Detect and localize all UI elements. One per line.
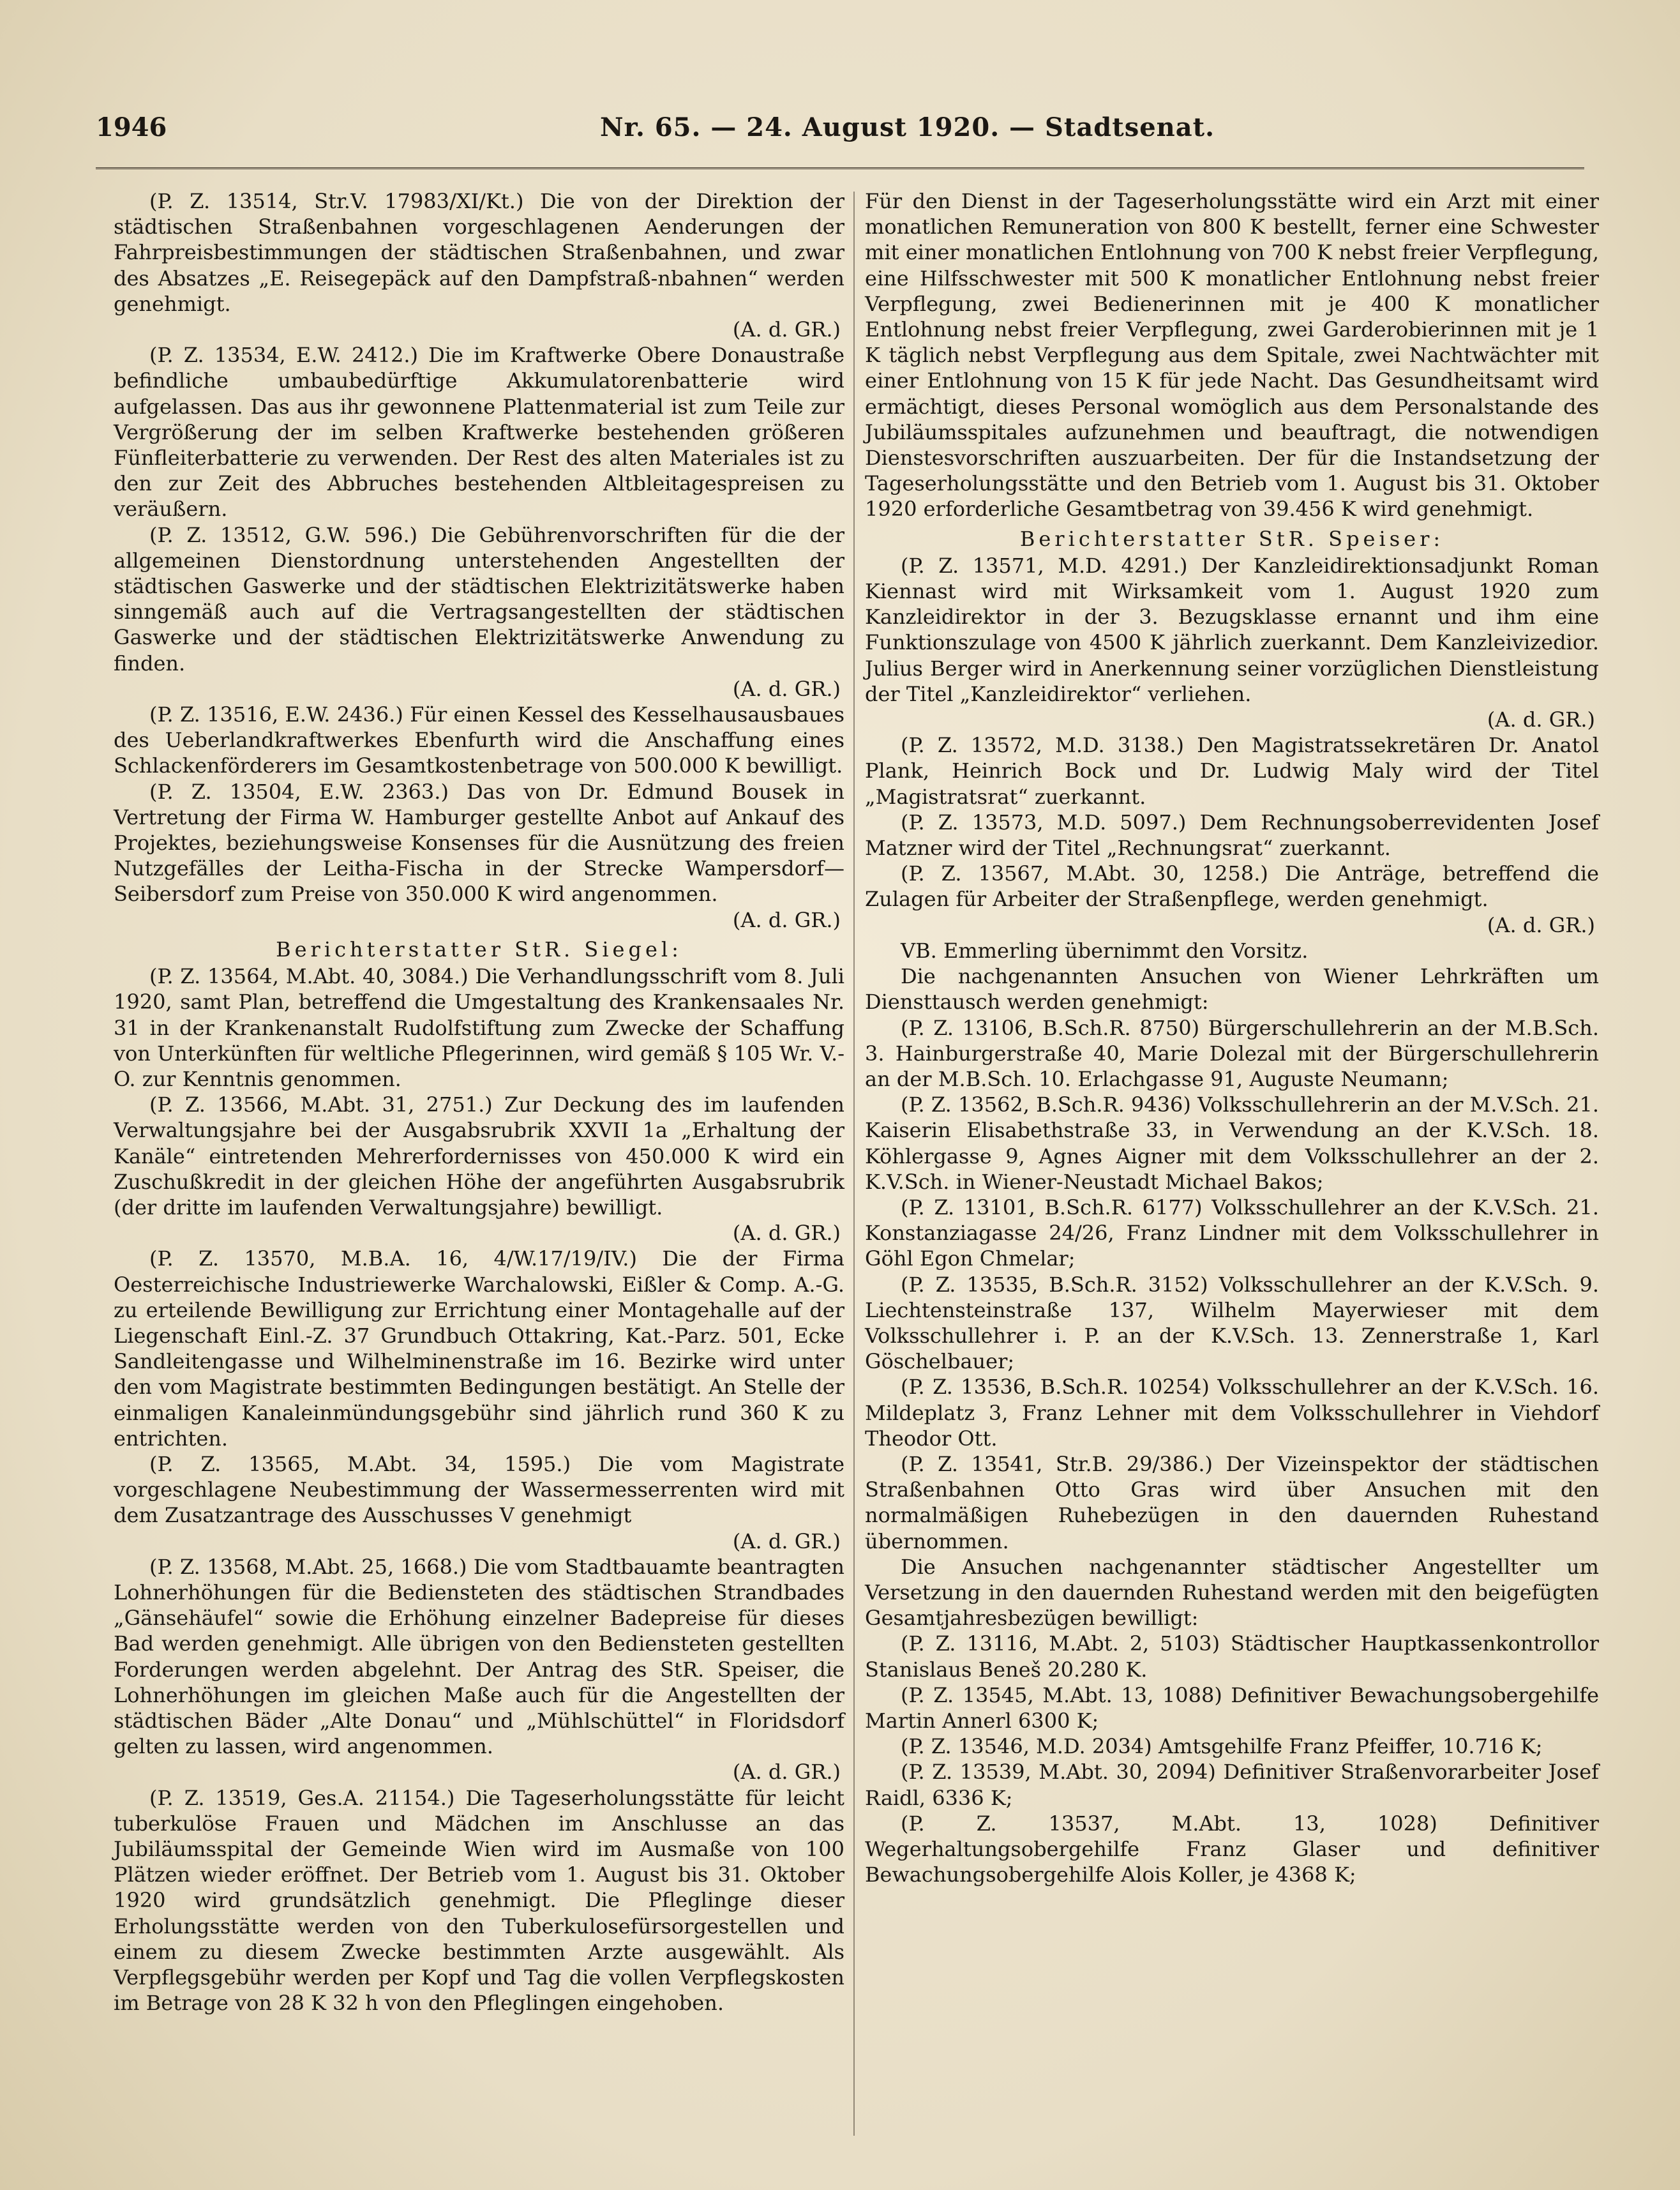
resolution-paragraph: (P. Z. 13116, M.Abt. 2, 5103) Städtischer Hauptkassenkontrollor Stanislaus Beneš 20.280 K.: [865, 1631, 1599, 1682]
resolution-paragraph: (P. Z. 13516, E.W. 2436.) Für einen Kessel des Kesselhausausbaues des Ueberlandkraftwerkes Ebenfurth wird die Anschaffung eines Schlackenförderers im Gesamtkostenbetrage von 500.000 K bewilligt.: [114, 702, 844, 778]
resolution-paragraph: (P. Z. 13106, B.Sch.R. 8750) Bürgerschullehrerin an der M.B.Sch. 3. Hainburgerstraße 40, Marie Dolezal mit der Bürgerschullehrerin an der M.B.Sch. 10. Erlachgasse 91, Auguste Neumann;: [865, 1015, 1599, 1091]
council-reference: (A. d. GR.): [732, 1760, 841, 1785]
resolution-paragraph: (P. Z. 13512, G.W. 596.) Die Gebührenvorschriften für die der allgemeinen Dienstordnung unterstehenden Angestellten der städtischen Gaswerke und der städtischen Elektrizitätswerke haben sinngemäß auch auf die Vertragsangestellten der städtischen Gaswerke und der städtischen Elektrizitätswerke Anwendung zu finden.: [114, 522, 844, 676]
council-reference: (A. d. GR.): [1487, 912, 1595, 937]
right-column: [865, 188, 1599, 1887]
council-reference: (A. d. GR.): [732, 907, 841, 932]
resolution-paragraph: VB. Emmerling übernimmt den Vorsitz.: [901, 938, 1309, 963]
page-number: 1946: [96, 112, 167, 142]
column-divider: [853, 192, 855, 2136]
council-reference: (A. d. GR.): [732, 1221, 841, 1246]
resolution-paragraph: (P. Z. 13535, B.Sch.R. 3152) Volksschullehrer an der K.V.Sch. 9. Liechtensteinstraße 137, Wilhelm Mayerwieser mit dem Volksschullehrer i. P. an der K.V.Sch. 13. Zennerstraße 1, Karl Göschelbauer;: [865, 1272, 1599, 1374]
resolution-paragraph: (P. Z. 13566, M.Abt. 31, 2751.) Zur Deckung des im laufenden Verwaltungsjahre bei der Ausgabsrubrik XXVII 1a „Erhaltung der Kanäle“ eintretenden Mehrerfordernisses von 450.000 K wird ein Zuschußkredit in der gleichen Höhe der angeführten Ausgabsrubrik (der dritte im laufenden Verwaltungsjahre) bewilligt.: [114, 1092, 844, 1220]
resolution-paragraph: (P. Z. 13546, M.D. 2034) Amtsgehilfe Franz Pfeiffer, 10.716 K;: [901, 1734, 1543, 1759]
resolution-paragraph: (P. Z. 13570, M.B.A. 16, 4/W.17/19/IV.) Die der Firma Oesterreichische Industriewerke Warchalowski, Eißler & Comp. A.-G. zu erteilende Bewilligung zur Errichtung einer Montagehalle auf der Liegenschaft Einl.-Z. 37 Grundbuch Ottakring, Kat.-Parz. 501, Ecke Sandleitengasse und Wilhelminenstraße im 16. Bezirke wird unter den vom Magistrate bestimmten Bedingungen bestätigt. An Stelle der einmaligen Kanaleinmündungsgebühr sind jährlich rund 360 K zu entrichten.: [114, 1246, 844, 1451]
council-reference: (A. d. GR.): [732, 676, 841, 701]
resolution-paragraph: (P. Z. 13537, M.Abt. 13, 1028) Definitiver Wegerhaltungsobergehilfe Franz Glaser und definitiver Bewachungsobergehilfe Alois Koller, je 4368 K;: [865, 1811, 1599, 1887]
resolution-paragraph: (P. Z. 13541, Str.B. 29/386.) Der Vizeinspektor der städtischen Straßenbahnen Otto Gras wird über Ansuchen mit den normalmäßigen Ruhebezügen in den dauernden Ruhestand übernommen.: [865, 1451, 1599, 1553]
left-column: [114, 188, 844, 2016]
council-reference: (A. d. GR.): [732, 317, 841, 342]
resolution-paragraph: (P. Z. 13539, M.Abt. 30, 2094) Definitiver Straßenvorarbeiter Josef Raidl, 6336 K;: [865, 1760, 1599, 1810]
resolution-paragraph: (P. Z. 13567, M.Abt. 30, 1258.) Die Anträge, betreffend die Zulagen für Arbeiter der Straßenpflege, werden genehmigt.: [865, 861, 1599, 912]
resolution-paragraph: Für den Dienst in der Tageserholungsstätte wird ein Arzt mit einer monatlichen Remuneration von 800 K bestellt, ferner eine Schwester mit einer monatlichen Entlohnung von 700 K nebst freier Verpflegung, eine Hilfsschwester mit 500 K monatlicher Entlohnung nebst freier Verpflegung, zwei Bedienerinnen mit je 400 K monatlicher Entlohnung nebst freier Verpflegung, zwei Garderobierinnen mit je 1 K täglich nebst Verpflegung aus dem Spitale, zwei Nachtwächter mit einer Entlohnung von 15 K für jede Nacht. Das Gesundheitsamt wird ermächtigt, dieses Personal womöglich aus dem Personalstande des Jubiläumsspitales aufzunehmen und beauftragt, die notwendigen Dienstesvorschriften auszuarbeiten. Der für die Instandsetzung der Tageserholungsstätte und den Betrieb vom 1. August bis 31. Oktober 1920 erforderliche Gesamtbetrag von 39.456 K wird genehmigt.: [865, 189, 1599, 522]
resolution-paragraph: Die nachgenannten Ansuchen von Wiener Lehrkräften um Diensttausch werden genehmigt:: [865, 964, 1599, 1015]
resolution-paragraph: Die Ansuchen nachgenannter städtischer Angestellter um Versetzung in den dauernden Ruhestand werden mit den beigefügten Gesamtjahresbezügen bewilligt:: [865, 1554, 1599, 1631]
resolution-paragraph: (P. Z. 13565, M.Abt. 34, 1595.) Die vom Magistrate vorgeschlagene Neubestimmung der Wassermesserrenten wird mit dem Zusatzantrage des Ausschusses V genehmigt: [114, 1451, 844, 1528]
resolution-paragraph: (P. Z. 13564, M.Abt. 40, 3084.) Die Verhandlungsschrift vom 8. Juli 1920, samt Plan, betreffend die Umgestaltung des Krankensaales Nr. 31 in der Krankenanstalt Rudolfstiftung zum Zwecke der Schaffung von Unterkünften für weltliche Pflegerinnen, wird gemäß § 105 Wr. V.-O. zur Kenntnis genommen.: [114, 964, 844, 1091]
resolution-paragraph: (P. Z. 13572, M.D. 3138.) Den Magistratssekretären Dr. Anatol Plank, Heinrich Bock und Dr. Ludwig Maly wird der Titel „Magistratsrat“ zuerkannt.: [865, 733, 1599, 809]
resolution-paragraph: (P. Z. 13568, M.Abt. 25, 1668.) Die vom Stadtbauamte beantragten Lohnerhöhungen für die Bediensteten des städtischen Strandbades „Gänsehäufel“ sowie die Erhöhung einzelner Badepreise für dieses Bad werden genehmigt. Alle übrigen von den Bediensteten gestellten Forderungen werden abgelehnt. Der Antrag des StR. Speiser, die Lohnerhöhungen im gleichen Maße auch für die Angestellten der städtischen Bäder „Alte Donau“ und „Mühlschüttel“ in Floridsdorf gelten zu lassen, wird angenommen.: [114, 1554, 844, 1759]
resolution-paragraph: (P. Z. 13514, Str.V. 17983/XI/Kt.) Die von der Direktion der städtischen Straßenbahnen vorgeschlagenen Aenderungen der Fahrpreisbestimmungen der städtischen Straßenbahnen, und zwar des Absatzes „E. Reisegepäck auf den Dampfstraß-nbahnen“ werden genehmigt.: [114, 189, 844, 316]
resolution-paragraph: (P. Z. 13562, B.Sch.R. 9436) Volksschullehrerin an der M.V.Sch. 21. Kaiserin Elisabethstraße 33, in Verwendung an der K.V.Sch. 18. Köhlergasse 9, Agnes Aigner mit dem Volksschullehrer an der 2. K.V.Sch. in Wiener-Neustadt Michael Bakos;: [865, 1092, 1599, 1194]
header-rule: [96, 167, 1584, 176]
rapporteur-heading: Berichterstatter StR. Speiser:: [1019, 526, 1444, 551]
resolution-paragraph: (P. Z. 13573, M.D. 5097.) Dem Rechnungsoberrevidenten Josef Matzner wird der Titel „Rechnungsrat“ zuerkannt.: [865, 810, 1599, 861]
page-header: [96, 112, 1597, 157]
resolution-paragraph: (P. Z. 13101, B.Sch.R. 6177) Volksschullehrer an der K.V.Sch. 21. Konstanziagasse 24/26, Franz Lindner mit dem Volksschullehrer in Göhl Egon Chmelar;: [865, 1195, 1599, 1271]
resolution-paragraph: (P. Z. 13545, M.Abt. 13, 1088) Definitiver Bewachungsobergehilfe Martin Annerl 6300 K;: [865, 1682, 1599, 1733]
resolution-paragraph: (P. Z. 13504, E.W. 2363.) Das von Dr. Edmund Bousek in Vertretung der Firma W. Hamburger gestellte Anbot auf Ankauf des Projektes, beziehungsweise Konsenses für die Ausnützung des freien Nutzgefälles der Leitha-Fischa in der Strecke Wampersdorf—Seibersdorf zum Preise von 350.000 K wird angenommen.: [114, 779, 844, 907]
resolution-paragraph: (P. Z. 13571, M.D. 4291.) Der Kanzleidirektionsadjunkt Roman Kiennast wird mit Wirksamkeit vom 1. August 1920 zum Kanzleidirektor in der 3. Bezugsklasse ernannt und ihm eine Funktionszulage von 4500 K jährlich zuerkannt. Dem Kanzleivizedior. Julius Berger wird in Anerkennung seiner vorzüglichen Dienstleistung der Titel „Kanzleidirektor“ verliehen.: [865, 553, 1599, 706]
running-title: Nr. 65. — 24. August 1920. — Stadtsenat.: [600, 112, 1215, 142]
rapporteur-heading: Berichterstatter StR. Siegel:: [276, 937, 682, 962]
council-reference: (A. d. GR.): [1487, 707, 1595, 732]
resolution-paragraph: (P. Z. 13519, Ges.A. 21154.) Die Tageserholungsstätte für leicht tuberkulöse Frauen und Mädchen im Anschlusse an das Jubiläumsspital der Gemeinde Wien wird im Ausmaße von 100 Plätzen wieder eröffnet. Der Betrieb vom 1. August bis 31. Oktober 1920 wird grundsätzlich genehmigt. Die Pfleglinge dieser Erholungsstätte werden von den Tuberkulosefürsorgestellen und einem zu diesem Zwecke bestimmten Arzte ausgewählt. Als Verpflegsgebühr werden per Kopf und Tag die vollen Verpflegskosten im Betrage von 28 K 32 h von den Pfleglingen eingehoben.: [114, 1785, 844, 2016]
resolution-paragraph: (P. Z. 13536, B.Sch.R. 10254) Volksschullehrer an der K.V.Sch. 16. Mildeplatz 3, Franz Lehner mit dem Volksschullehrer in Viehdorf Theodor Ott.: [865, 1375, 1599, 1451]
resolution-paragraph: (P. Z. 13534, E.W. 2412.) Die im Kraftwerke Obere Donaustraße befindliche umbaubedürftige Akkumulatorenbatterie wird aufgelassen. Das aus ihr gewonnene Plattenmaterial ist zum Teile zur Vergrößerung der im selben Kraftwerke bestehenden größeren Fünfleiterbatterie zu verwenden. Der Rest des alten Materiales ist zu den zur Zeit des Abbruches bestehenden Altbleitagespreisen zu veräußern.: [114, 343, 844, 522]
council-reference: (A. d. GR.): [732, 1529, 841, 1553]
